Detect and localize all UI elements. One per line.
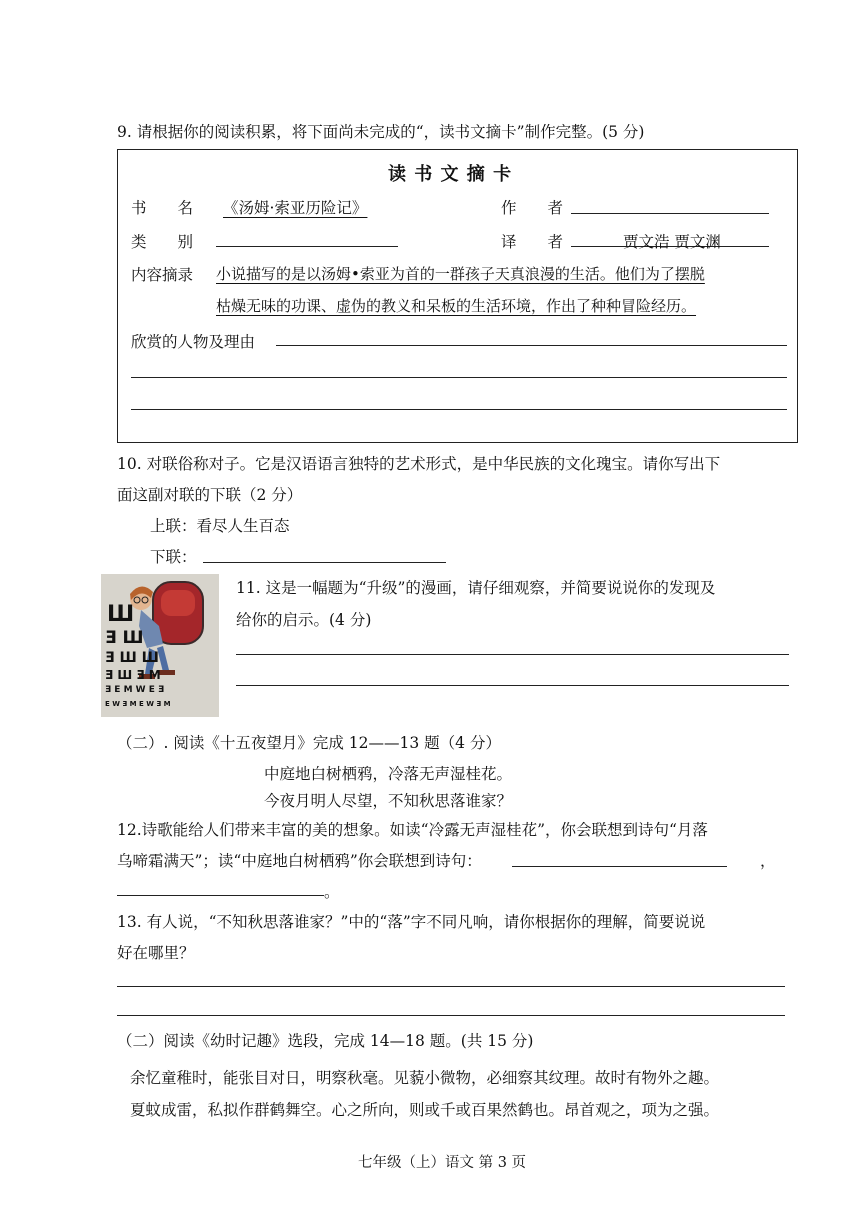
book-label: 书 名: [131, 199, 194, 217]
q12-blank-2[interactable]: [117, 895, 324, 896]
q12-period: 。: [324, 883, 340, 901]
q13-blank-2[interactable]: [117, 1015, 785, 1016]
card-title: 读 书 文 摘 卡: [388, 164, 513, 185]
reading-card: [117, 149, 798, 443]
eye-chart-row: Ǝ Ш: [105, 628, 144, 648]
prose-para-1: 余忆童稚时，能张目对日，明察秋毫。见藐小微物，必细察其纹理。故时有物外之趣。: [130, 1069, 720, 1087]
q13-line-1: 13. 有人说，“不知秋思落谁家？”中的“落”字不同凡响，请你根据你的理解，简要说说: [117, 913, 706, 931]
author-label: 作 者: [501, 199, 564, 217]
q11-line-2: 给你的启示。(4 分): [236, 611, 372, 629]
q11-blank-2[interactable]: [236, 685, 789, 686]
q12-line-2: 乌啼霜满天”；读“中庭地白树栖鸦”你会联想到诗句：: [117, 852, 482, 870]
poem-line-2: 今夜月明人尽望，不知秋思落谁家？: [264, 792, 513, 810]
eye-chart-row: Ǝ E M W E Ǝ: [105, 685, 165, 695]
poem-line-1: 中庭地白树栖鸦，冷落无声湿桂花。: [264, 765, 513, 783]
q10-lower-label: 下联：: [150, 548, 197, 566]
eye-chart-row: Ǝ Ш Ш: [105, 650, 159, 666]
q10-line-1: 10. 对联俗称对子。它是汉语语言独特的艺术形式，是中华民族的文化瑰宝。请你写出下: [117, 455, 721, 473]
q10-lower-blank[interactable]: [203, 562, 446, 563]
q11-line-1: 11. 这是一幅题为“升级”的漫画，请仔细观察，并简要说说你的发现及: [236, 579, 716, 597]
q13-line-2: 好在哪里？: [117, 944, 195, 962]
section-heading-prose: （二）阅读《幼时记趣》选段，完成 14—18 题。(共 15 分): [117, 1032, 534, 1050]
q13-blank-1[interactable]: [117, 986, 785, 987]
appreciate-blank-2[interactable]: [131, 377, 787, 378]
q12-comma: ，: [760, 852, 776, 870]
excerpt-line-1: 小说描写的是以汤姆•索亚为首的一群孩子天真浪漫的生活。他们为了摆脱: [216, 265, 705, 283]
book-value: 《汤姆·索亚历险记》: [223, 199, 368, 217]
q10-upper: 上联：看尽人生百态: [150, 517, 290, 535]
q12-line-1: 12.诗歌能给人们带来丰富的美的想象。如读“冷露无声湿桂花”，你会联想到诗句“月落: [117, 821, 708, 839]
translator-value: 贾文浩 贾文渊: [623, 233, 721, 251]
translator-label: 译 者: [501, 233, 564, 251]
prose-para-2: 夏蚊成雷，私拟作群鹤舞空。心之所向，则或千或百果然鹤也。昂首观之，项为之强。: [130, 1101, 720, 1119]
q10-line-2: 面这副对联的下联（2 分）: [117, 486, 303, 504]
excerpt-line-2: 枯燥无味的功课、虚伪的教义和呆板的生活环境，作出了种种冒险经历。: [216, 297, 697, 315]
eye-chart: [101, 604, 219, 708]
q12-blank-1[interactable]: [512, 866, 727, 867]
q11-blank-1[interactable]: [236, 654, 789, 655]
appreciate-label: 欣赏的人物及理由: [131, 333, 256, 351]
q9-prompt: 9. 请根据你的阅读积累，将下面尚未完成的“，读书文摘卡”制作完整。(5 分): [117, 123, 645, 141]
excerpt-label: 内容摘录: [131, 266, 194, 284]
category-blank[interactable]: [216, 246, 398, 247]
appreciate-blank-3[interactable]: [131, 409, 787, 410]
eye-chart-row: E W Ǝ M E W Ǝ M: [105, 700, 171, 708]
eye-chart-row: Ш: [107, 602, 135, 627]
section-heading-poem: （二）. 阅读《十五夜望月》完成 12——13 题（4 分）: [117, 734, 501, 752]
author-blank[interactable]: [571, 213, 769, 214]
cartoon-image: [101, 574, 219, 717]
eye-chart-row: Ǝ Ш Ǝ M: [105, 668, 161, 682]
page-footer: 七年级（上）语文 第 3 页: [358, 1155, 527, 1171]
category-label: 类 别: [131, 233, 194, 251]
appreciate-blank-1[interactable]: [276, 345, 787, 346]
